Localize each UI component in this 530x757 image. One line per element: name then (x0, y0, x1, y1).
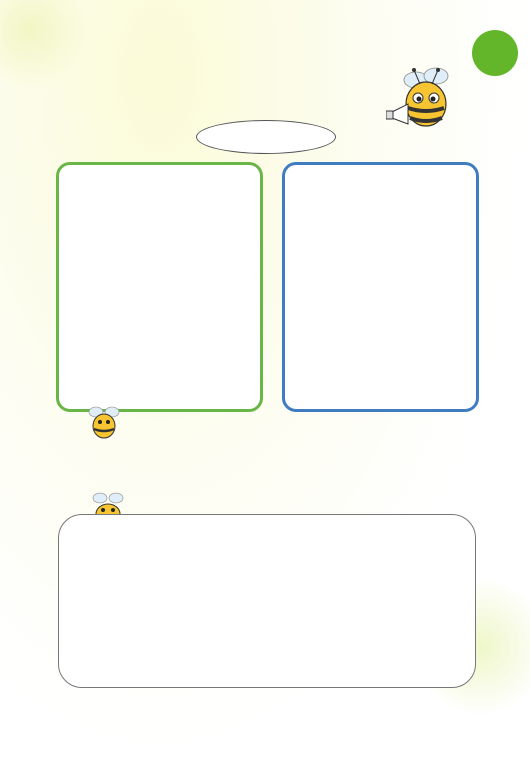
bee-megaphone-illustration (386, 62, 466, 142)
corner-decoration (0, 0, 90, 90)
question-box (58, 514, 476, 688)
right-important (290, 322, 318, 337)
page-number-badge (472, 30, 518, 76)
left-important (66, 322, 94, 337)
small-bee-illustration (86, 402, 122, 442)
voluntary-guardianship-box (56, 162, 263, 412)
speech-bubble (196, 120, 336, 154)
legal-guardianship-box (282, 162, 479, 412)
